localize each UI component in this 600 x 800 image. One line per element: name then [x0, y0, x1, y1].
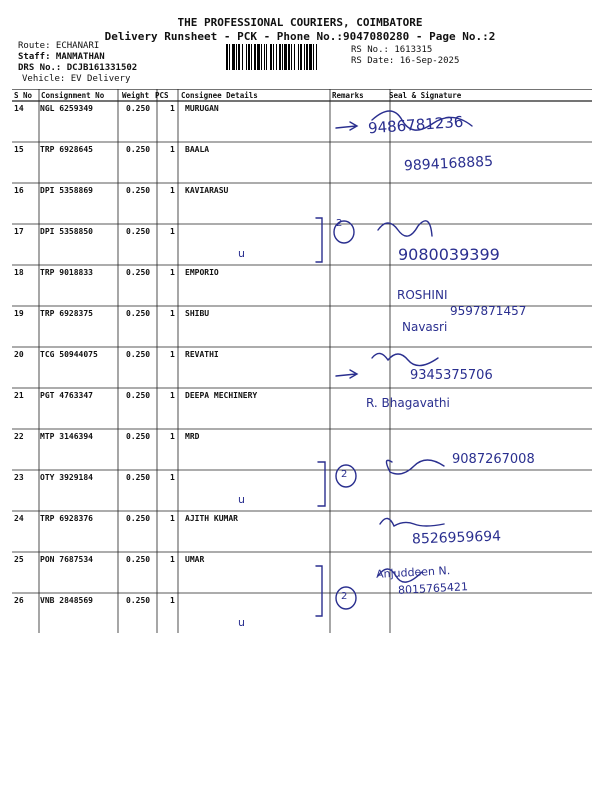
- row-consignee: MURUGAN: [185, 104, 219, 113]
- row-weight: 0.250: [126, 596, 151, 605]
- row-sno: 16: [14, 186, 24, 195]
- row-consignment-no: TCG 50944075: [40, 350, 98, 359]
- row-pcs: 1: [170, 514, 175, 523]
- row-weight: 0.250: [126, 350, 151, 359]
- row-consignee: AJITH KUMAR: [185, 514, 238, 523]
- row-consignment-no: PGT 4763347: [40, 391, 93, 400]
- row-weight: 0.250: [126, 555, 151, 564]
- row-consignee: UMAR: [185, 555, 205, 564]
- row-consignee: REVATHI: [185, 350, 219, 359]
- col-weight: Weight: [122, 91, 150, 100]
- row-consignee: BAALA: [185, 145, 210, 154]
- row-sno: 26: [14, 596, 24, 605]
- signature-scribble: [380, 518, 444, 526]
- row-consignee: EMPORIO: [185, 268, 219, 277]
- row-consignment-no: TRP 6928375: [40, 309, 93, 318]
- row-consignment-no: TRP 6928645: [40, 145, 93, 154]
- col-pcs: PCS: [155, 91, 169, 100]
- drs-number: DRS No.: DCJB161331502: [18, 63, 138, 73]
- row-sno: 22: [14, 432, 24, 441]
- row-sno: 24: [14, 514, 24, 523]
- signature-scribble: [386, 460, 444, 474]
- arrow-mark: [336, 122, 357, 130]
- handwritten-phone: 9486781236: [367, 112, 464, 138]
- row-consignment-no: DPI 5358850: [40, 227, 93, 236]
- row-consignment-no: DPI 5358869: [40, 186, 93, 195]
- handwritten-phone: 9080039399: [398, 245, 500, 264]
- row-sno: 17: [14, 227, 24, 236]
- handwritten-name: Anjuddeen N.: [375, 564, 451, 581]
- row-pcs: 1: [170, 432, 175, 441]
- route-label: Route: ECHANARI: [18, 41, 100, 51]
- handwritten-name: R. Bhagavathi: [366, 396, 450, 410]
- vehicle-label: Vehicle: EV Delivery: [22, 74, 131, 84]
- handwritten-name: ROSHINI: [397, 288, 448, 302]
- row-sno: 19: [14, 309, 24, 318]
- col-consignment: Consignment No: [41, 91, 105, 100]
- row-pcs: 1: [170, 391, 175, 400]
- row-pcs: 1: [170, 268, 175, 277]
- rs-number: RS No.: 1613315: [351, 45, 433, 55]
- signature-scribble: [372, 353, 438, 365]
- bracket-mark: [318, 462, 325, 506]
- row-weight: 0.250: [126, 186, 151, 195]
- staff-label: Staff: MANMATHAN: [18, 52, 105, 62]
- row-consignment-no: TRP 9018833: [40, 268, 93, 277]
- row-consignee: DEEPA MECHINERY: [185, 391, 258, 400]
- row-sno: 14: [14, 104, 24, 113]
- row-consignee: KAVIARASU: [185, 186, 229, 195]
- row-pcs: 1: [170, 145, 175, 154]
- handwritten-phone: 9087267008: [452, 452, 535, 467]
- circle-number: 2: [341, 469, 348, 480]
- row-pcs: 1: [170, 309, 175, 318]
- circle-number: 2: [341, 591, 348, 602]
- row-weight: 0.250: [126, 309, 151, 318]
- row-consignment-no: PON 7687534: [40, 555, 93, 564]
- row-consignee: SHIBU: [185, 309, 210, 318]
- row-consignment-no: OTY 3929184: [40, 473, 93, 482]
- row-weight: 0.250: [126, 473, 151, 482]
- row-sno: 18: [14, 268, 24, 277]
- signature-scribble: [378, 221, 432, 236]
- col-sno: S No: [14, 91, 33, 100]
- row-weight: 0.250: [126, 104, 151, 113]
- row-consignment-no: TRP 6928376: [40, 514, 93, 523]
- row-weight: 0.250: [126, 145, 151, 154]
- row-weight: 0.250: [126, 432, 151, 441]
- row-sno: 15: [14, 145, 24, 154]
- col-signature: Seal & Signature: [389, 91, 462, 100]
- row-consignee: MRD: [185, 432, 200, 441]
- company-title: THE PROFESSIONAL COURIERS, COIMBATORE: [177, 16, 423, 29]
- handwritten-name: Navasri: [402, 320, 448, 334]
- row-consignment-no: MTP 3146394: [40, 432, 93, 441]
- row-weight: 0.250: [126, 227, 151, 236]
- handwritten-mark: u: [238, 616, 245, 629]
- row-pcs: 1: [170, 596, 175, 605]
- circle-number: 2: [336, 218, 343, 229]
- handwritten-phone: 8526959694: [411, 528, 502, 548]
- handwritten-mark: u: [238, 493, 245, 506]
- handwritten-phone: 9345375706: [410, 368, 493, 383]
- row-pcs: 1: [170, 350, 175, 359]
- handwritten-phone: 9894168885: [403, 153, 494, 175]
- bracket-mark: [316, 218, 322, 262]
- runsheet-subtitle: Delivery Runsheet - PCK - Phone No.:9047080280 - Page No.:2: [104, 30, 496, 43]
- row-weight: 0.250: [126, 514, 151, 523]
- row-sno: 23: [14, 473, 24, 482]
- row-sno: 21: [14, 391, 24, 400]
- row-pcs: 1: [170, 555, 175, 564]
- handwritten-phone: 9597871457: [450, 304, 527, 318]
- row-pcs: 1: [170, 186, 175, 195]
- row-weight: 0.250: [126, 268, 151, 277]
- bracket-mark: [316, 566, 322, 616]
- col-consignee: Consignee Details: [181, 91, 258, 100]
- handwritten-mark: u: [238, 247, 245, 260]
- rs-date: RS Date: 16-Sep-2025: [351, 56, 460, 66]
- row-consignment-no: NGL 6259349: [40, 104, 93, 113]
- arrow-mark: [336, 370, 357, 378]
- row-sno: 20: [14, 350, 24, 359]
- row-pcs: 1: [170, 473, 175, 482]
- row-pcs: 1: [170, 227, 175, 236]
- row-sno: 25: [14, 555, 24, 564]
- row-weight: 0.250: [126, 391, 151, 400]
- row-pcs: 1: [170, 104, 175, 113]
- row-consignment-no: VNB 2848569: [40, 596, 93, 605]
- handwritten-phone: 8015765421: [397, 580, 469, 597]
- col-remarks: Remarks: [332, 91, 364, 100]
